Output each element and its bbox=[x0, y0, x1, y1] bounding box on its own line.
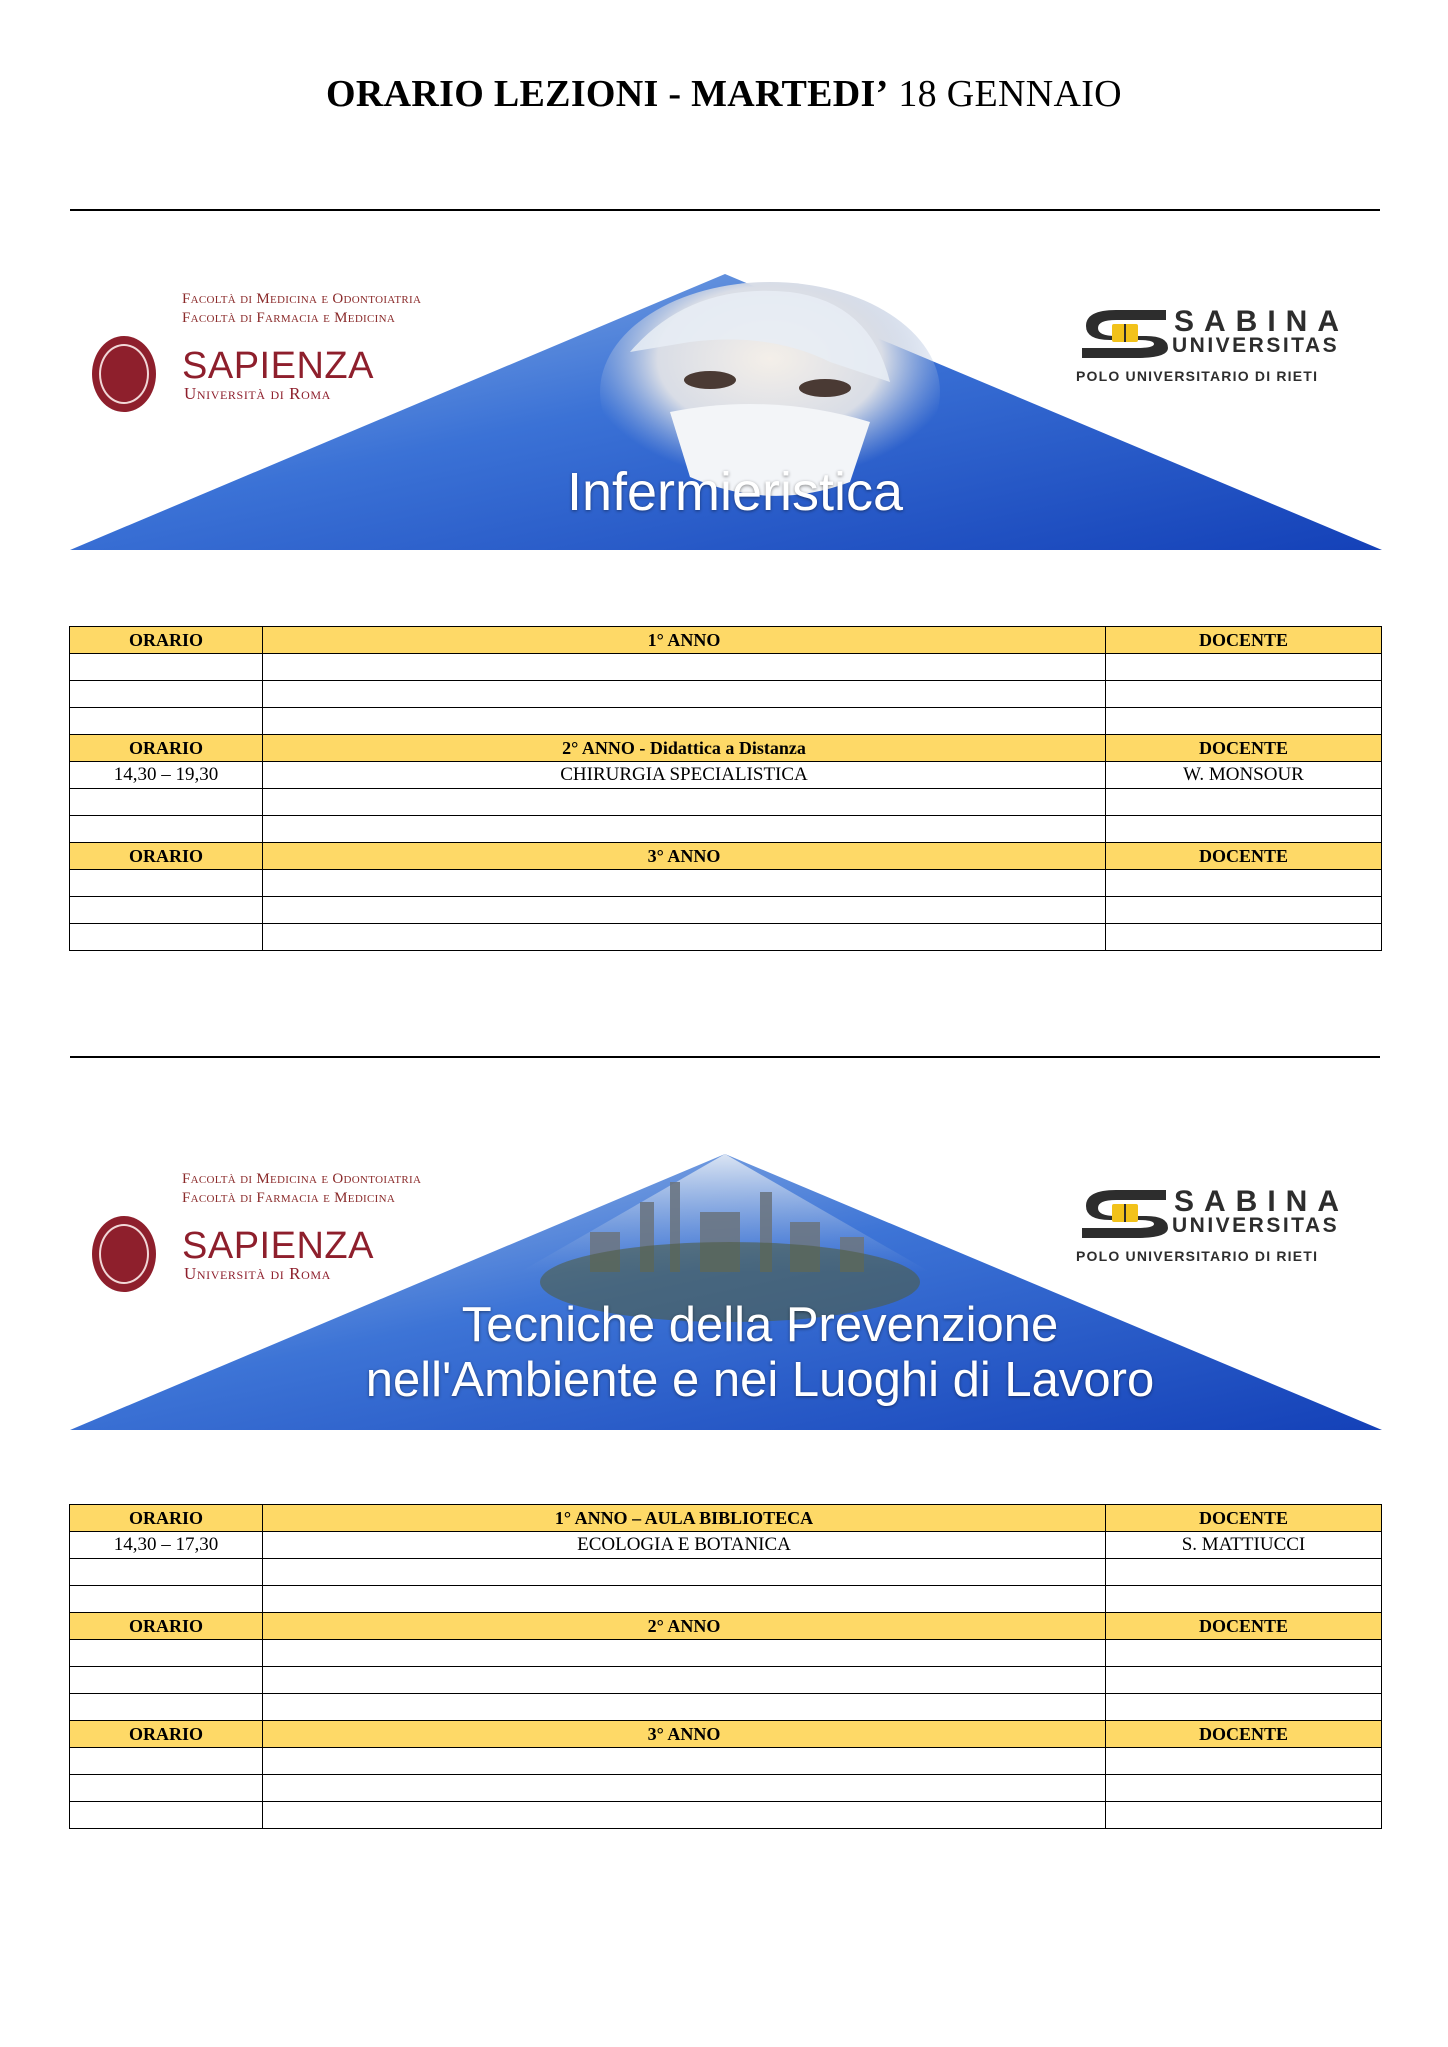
header-orario: ORARIO bbox=[70, 1613, 263, 1640]
cell-lesson bbox=[263, 789, 1106, 816]
cell-docente bbox=[1106, 1775, 1382, 1802]
table-row bbox=[70, 789, 1382, 816]
cell-lesson bbox=[263, 654, 1106, 681]
cell-orario bbox=[70, 1694, 263, 1721]
banner-course-title-line: nell'Ambiente e nei Luoghi di Lavoro bbox=[365, 1353, 1155, 1407]
header-orario: ORARIO bbox=[70, 627, 263, 654]
sabina-book-icon bbox=[1076, 1186, 1172, 1240]
table-row bbox=[70, 1586, 1382, 1613]
cell-orario bbox=[70, 789, 263, 816]
sabina-polo: POLO UNIVERSITARIO DI RIETI bbox=[1076, 368, 1319, 384]
cell-docente bbox=[1106, 924, 1382, 951]
header-orario: ORARIO bbox=[70, 1721, 263, 1748]
cell-orario bbox=[70, 1775, 263, 1802]
banner-tecniche-prevenzione bbox=[70, 1152, 1382, 1432]
banner-infermieristica bbox=[70, 272, 1382, 552]
sapienza-seal-icon bbox=[92, 1216, 156, 1292]
header-anno: 3° ANNO bbox=[263, 843, 1106, 870]
cell-docente bbox=[1106, 681, 1382, 708]
banner-course-title-line: Infermieristica bbox=[566, 462, 904, 522]
sabina-title: SABINA bbox=[1174, 305, 1350, 338]
table-header-row bbox=[70, 843, 1382, 870]
cell-orario bbox=[70, 681, 263, 708]
page-title-bold: ORARIO LEZIONI - MARTEDI’ bbox=[326, 73, 889, 115]
cell-docente bbox=[1106, 1640, 1382, 1667]
sapienza-logo-text: SAPIENZA bbox=[182, 345, 374, 387]
cell-orario: 14,30 – 17,30 bbox=[70, 1532, 263, 1559]
sabina-logo bbox=[1076, 1186, 1368, 1266]
banner-course-title-line: Tecniche della Prevenzione bbox=[461, 1298, 1059, 1352]
cell-orario bbox=[70, 708, 263, 735]
cell-docente bbox=[1106, 816, 1382, 843]
cell-docente bbox=[1106, 654, 1382, 681]
table-row bbox=[70, 654, 1382, 681]
cell-orario bbox=[70, 654, 263, 681]
cell-docente bbox=[1106, 1559, 1382, 1586]
cell-docente bbox=[1106, 870, 1382, 897]
sabina-subtitle: UNIVERSITAS bbox=[1172, 1214, 1340, 1237]
header-anno: 3° ANNO bbox=[263, 1721, 1106, 1748]
cell-lesson bbox=[263, 1802, 1106, 1829]
table-row bbox=[70, 1748, 1382, 1775]
cell-docente bbox=[1106, 708, 1382, 735]
sapienza-seal-icon bbox=[92, 336, 156, 412]
header-orario: ORARIO bbox=[70, 735, 263, 762]
sabina-title: SABINA bbox=[1174, 1185, 1350, 1218]
table-header-row bbox=[70, 735, 1382, 762]
cell-lesson bbox=[263, 924, 1106, 951]
faculty-text bbox=[182, 1170, 421, 1208]
divider-top bbox=[70, 209, 1380, 211]
faculty-text bbox=[182, 290, 421, 328]
banner-course-title bbox=[300, 1298, 1220, 1408]
faculty-line-1: Facoltà di Medicina e Odontoiatria bbox=[182, 291, 422, 307]
table-row bbox=[70, 924, 1382, 951]
cell-lesson bbox=[263, 1775, 1106, 1802]
faculty-line-2: Facoltà di Farmacia e Medicina bbox=[182, 1190, 396, 1206]
cell-lesson bbox=[263, 870, 1106, 897]
cell-lesson bbox=[263, 708, 1106, 735]
table-row bbox=[70, 816, 1382, 843]
faculty-line-1: Facoltà di Medicina e Odontoiatria bbox=[182, 1171, 422, 1187]
table-row bbox=[70, 1532, 1382, 1559]
cell-orario bbox=[70, 1802, 263, 1829]
table-row bbox=[70, 1694, 1382, 1721]
cell-lesson bbox=[263, 1559, 1106, 1586]
cell-docente bbox=[1106, 1667, 1382, 1694]
sabina-book-icon bbox=[1076, 306, 1172, 360]
table-row bbox=[70, 708, 1382, 735]
cell-orario bbox=[70, 1586, 263, 1613]
page-title-date: 18 GENNAIO bbox=[888, 73, 1122, 115]
header-docente: DOCENTE bbox=[1106, 627, 1382, 654]
table-row bbox=[70, 762, 1382, 789]
cell-orario bbox=[70, 1748, 263, 1775]
sabina-subtitle: UNIVERSITAS bbox=[1172, 334, 1340, 357]
banner-course-title bbox=[470, 464, 1000, 520]
schedule-table-infermieristica bbox=[69, 626, 1382, 951]
cell-lesson bbox=[263, 897, 1106, 924]
divider-middle bbox=[70, 1056, 1380, 1058]
cell-lesson bbox=[263, 1586, 1106, 1613]
sapienza-subtitle: Università di Roma bbox=[184, 1264, 331, 1283]
table-row bbox=[70, 681, 1382, 708]
cell-orario bbox=[70, 1640, 263, 1667]
sabina-polo: POLO UNIVERSITARIO DI RIETI bbox=[1076, 1248, 1319, 1264]
header-docente: DOCENTE bbox=[1106, 1721, 1382, 1748]
cell-lesson bbox=[263, 1748, 1106, 1775]
cell-docente bbox=[1106, 789, 1382, 816]
cell-orario bbox=[70, 897, 263, 924]
cell-docente: W. MONSOUR bbox=[1106, 762, 1382, 789]
schedule-table-tecniche-prevenzione bbox=[69, 1504, 1382, 1829]
header-docente: DOCENTE bbox=[1106, 843, 1382, 870]
cell-orario bbox=[70, 870, 263, 897]
cell-orario bbox=[70, 1667, 263, 1694]
cell-lesson bbox=[263, 816, 1106, 843]
cell-lesson bbox=[263, 1667, 1106, 1694]
cell-docente bbox=[1106, 1748, 1382, 1775]
cell-docente bbox=[1106, 1802, 1382, 1829]
table-row bbox=[70, 870, 1382, 897]
cell-lesson bbox=[263, 1694, 1106, 1721]
header-docente: DOCENTE bbox=[1106, 735, 1382, 762]
sapienza-subtitle: Università di Roma bbox=[184, 384, 331, 403]
header-docente: DOCENTE bbox=[1106, 1505, 1382, 1532]
page-title bbox=[0, 72, 1448, 116]
cell-orario bbox=[70, 816, 263, 843]
table-row bbox=[70, 1802, 1382, 1829]
cell-docente: S. MATTIUCCI bbox=[1106, 1532, 1382, 1559]
table-header-row bbox=[70, 1505, 1382, 1532]
cell-docente bbox=[1106, 1586, 1382, 1613]
cell-orario: 14,30 – 19,30 bbox=[70, 762, 263, 789]
table-row bbox=[70, 897, 1382, 924]
cell-docente bbox=[1106, 1694, 1382, 1721]
table-row bbox=[70, 1640, 1382, 1667]
header-orario: ORARIO bbox=[70, 843, 263, 870]
cell-lesson: ECOLOGIA E BOTANICA bbox=[263, 1532, 1106, 1559]
table-row bbox=[70, 1667, 1382, 1694]
cell-lesson bbox=[263, 1640, 1106, 1667]
faculty-line-2: Facoltà di Farmacia e Medicina bbox=[182, 310, 396, 326]
sapienza-logo-text: SAPIENZA bbox=[182, 1225, 374, 1267]
table-row bbox=[70, 1775, 1382, 1802]
header-anno: 1° ANNO – AULA BIBLIOTECA bbox=[263, 1505, 1106, 1532]
header-anno: 2° ANNO bbox=[263, 1613, 1106, 1640]
header-orario: ORARIO bbox=[70, 1505, 263, 1532]
header-anno: 1° ANNO bbox=[263, 627, 1106, 654]
header-docente: DOCENTE bbox=[1106, 1613, 1382, 1640]
cell-lesson: CHIRURGIA SPECIALISTICA bbox=[263, 762, 1106, 789]
table-header-row bbox=[70, 627, 1382, 654]
cell-lesson bbox=[263, 681, 1106, 708]
cell-orario bbox=[70, 1559, 263, 1586]
sabina-logo bbox=[1076, 306, 1368, 386]
table-row bbox=[70, 1559, 1382, 1586]
cell-orario bbox=[70, 924, 263, 951]
table-header-row bbox=[70, 1721, 1382, 1748]
cell-docente bbox=[1106, 897, 1382, 924]
header-anno: 2° ANNO - Didattica a Distanza bbox=[263, 735, 1106, 762]
table-header-row bbox=[70, 1613, 1382, 1640]
